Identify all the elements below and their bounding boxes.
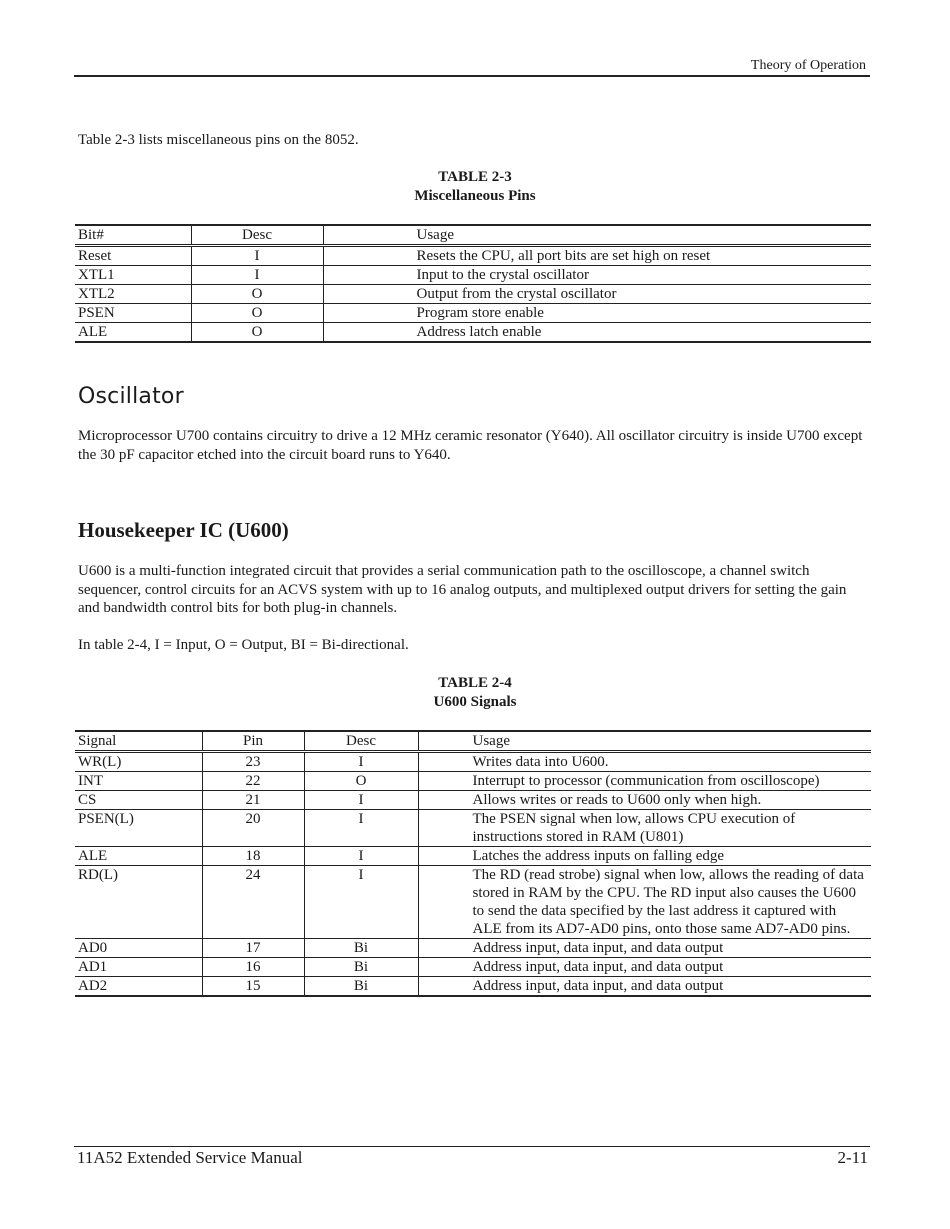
table-cell: INT xyxy=(75,772,202,791)
header-cell: Pin xyxy=(202,731,304,752)
header-cell: Desc xyxy=(191,225,323,246)
table-row xyxy=(75,304,871,323)
table-cell: 15 xyxy=(202,977,304,997)
table-cell: O xyxy=(191,285,323,304)
table-cell: The PSEN signal when low, allows CPU execution of instructions stored in RAM (U801) xyxy=(418,810,871,847)
table-cell: Address input, data input, and data output xyxy=(418,977,871,997)
table-cell: I xyxy=(304,866,418,939)
table-cell: 16 xyxy=(202,958,304,977)
table-cell: Address latch enable xyxy=(323,323,871,343)
intro-paragraph: Table 2-3 lists miscellaneous pins on the 8052. xyxy=(78,132,359,148)
table-cell: Allows writes or reads to U600 only when high. xyxy=(418,791,871,810)
table-cell: Program store enable xyxy=(323,304,871,323)
table-cell: PSEN(L) xyxy=(75,810,202,847)
table-row xyxy=(75,772,871,791)
table-cell: Address input, data input, and data output xyxy=(418,939,871,958)
table-cell: 17 xyxy=(202,939,304,958)
table-row xyxy=(75,285,871,304)
table-cell: I xyxy=(304,791,418,810)
header-cell: Bit# xyxy=(75,225,191,246)
table-2-4-title: U600 Signals xyxy=(433,694,517,710)
table-cell: 20 xyxy=(202,810,304,847)
table-cell: AD1 xyxy=(75,958,202,977)
table-cell: 22 xyxy=(202,772,304,791)
table-cell: Bi xyxy=(304,939,418,958)
header-cell: Desc xyxy=(304,731,418,752)
header-cell: Usage xyxy=(323,225,871,246)
table-cell: The RD (read strobe) signal when low, allows the reading of data stored in RAM by the CPU. The RD input also causes the U600 to send the data specified by the last address it captured with ALE from its AD7-AD0 pins, onto those same AD7-AD0 pins. xyxy=(418,866,871,939)
table-cell: RD(L) xyxy=(75,866,202,939)
table-cell: Output from the crystal oscillator xyxy=(323,285,871,304)
table-row xyxy=(75,752,871,772)
table-cell: 21 xyxy=(202,791,304,810)
table-row xyxy=(75,866,871,939)
table-header-row xyxy=(75,225,871,246)
table-row xyxy=(75,939,871,958)
table-cell: 24 xyxy=(202,866,304,939)
footer-manual-title: 11A52 Extended Service Manual xyxy=(77,1148,303,1167)
table-cell: O xyxy=(304,772,418,791)
table-cell: Address input, data input, and data output xyxy=(418,958,871,977)
table-2-4-caption xyxy=(0,674,950,712)
table-row xyxy=(75,977,871,997)
table-cell: I xyxy=(304,752,418,772)
table-row xyxy=(75,246,871,266)
table-cell: AD0 xyxy=(75,939,202,958)
table-cell: Bi xyxy=(304,977,418,997)
table-2-3-number: TABLE 2-3 xyxy=(438,169,512,185)
table-cell: O xyxy=(191,304,323,323)
table-cell: Input to the crystal oscillator xyxy=(323,266,871,285)
table-header-row xyxy=(75,731,871,752)
table-cell: ALE xyxy=(75,323,191,343)
table-cell: Latches the address inputs on falling edge xyxy=(418,847,871,866)
table-legend-paragraph: In table 2-4, I = Input, O = Output, BI = Bi-directional. xyxy=(78,637,409,653)
table-cell: PSEN xyxy=(75,304,191,323)
table-2-4 xyxy=(75,730,871,997)
table-row xyxy=(75,266,871,285)
table-cell: Bi xyxy=(304,958,418,977)
table-row xyxy=(75,847,871,866)
page-number: 2-11 xyxy=(837,1148,868,1167)
oscillator-paragraph: Microprocessor U700 contains circuitry to drive a 12 MHz ceramic resonator (Y640). All oscillator circuitry is inside U700 except the 30 pF capacitor etched into the circuit board runs to Y640. xyxy=(78,428,863,463)
table-cell: Resets the CPU, all port bits are set high on reset xyxy=(323,246,871,266)
footer-rule xyxy=(74,1146,870,1147)
table-2-3 xyxy=(75,224,871,343)
table-2-4-number: TABLE 2-4 xyxy=(438,675,512,691)
housekeeper-heading: Housekeeper IC (U600) xyxy=(78,518,289,542)
table-cell: I xyxy=(304,847,418,866)
running-header: Theory of Operation xyxy=(750,58,866,73)
table-cell: I xyxy=(304,810,418,847)
table-2-3-caption xyxy=(0,168,950,206)
table-row xyxy=(75,791,871,810)
table-cell: XTL1 xyxy=(75,266,191,285)
table-cell: ALE xyxy=(75,847,202,866)
header-cell: Signal xyxy=(75,731,202,752)
housekeeper-paragraph: U600 is a multi-function integrated circuit that provides a serial communication path to the oscilloscope, a channel switch sequencer, control circuits for an ACVS system with up to 16 analog outputs, and multiplexed output drivers for setting the gain and bandwidth control bits for both plug-in channels. xyxy=(78,563,847,616)
table-2-3-title: Miscellaneous Pins xyxy=(414,188,536,204)
table-cell: I xyxy=(191,246,323,266)
table-cell: 18 xyxy=(202,847,304,866)
table-cell: Interrupt to processor (communication from oscilloscope) xyxy=(418,772,871,791)
table-row xyxy=(75,323,871,343)
table-cell: I xyxy=(191,266,323,285)
table-row xyxy=(75,958,871,977)
header-cell: Usage xyxy=(418,731,871,752)
table-cell: Reset xyxy=(75,246,191,266)
oscillator-heading: Oscillator xyxy=(78,384,184,409)
header-rule xyxy=(74,75,870,77)
table-cell: 23 xyxy=(202,752,304,772)
table-row xyxy=(75,810,871,847)
table-cell: Writes data into U600. xyxy=(418,752,871,772)
table-cell: O xyxy=(191,323,323,343)
table-cell: CS xyxy=(75,791,202,810)
table-cell: AD2 xyxy=(75,977,202,997)
table-cell: XTL2 xyxy=(75,285,191,304)
table-cell: WR(L) xyxy=(75,752,202,772)
